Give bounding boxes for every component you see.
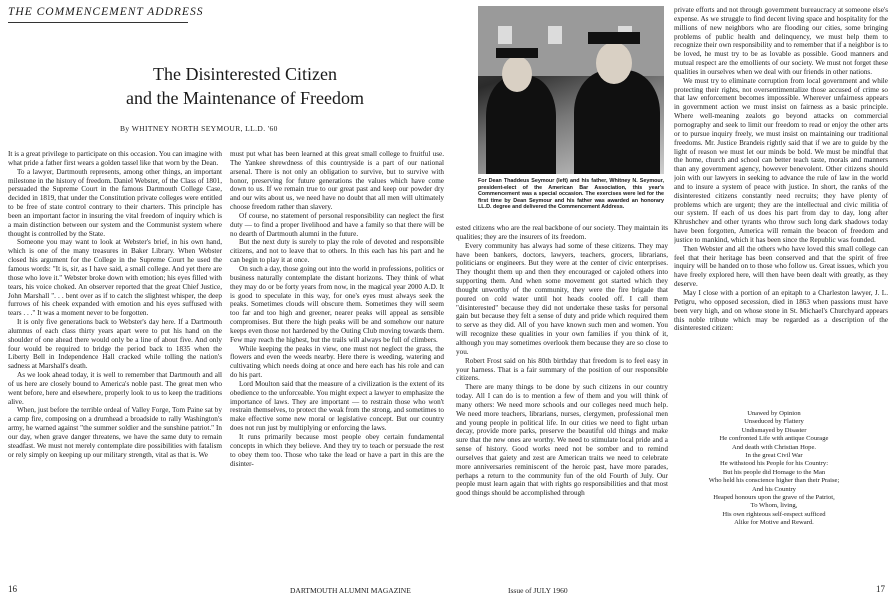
paragraph: We must try to eliminate corruption from local government and while protecting their rights, not oversentimentalize those accused of crime so that law enforcement becomes impossible. Wherever unfairness appears in government action we must insist on fairness as a basic principle. Where well-meaning zealots go beyond attacks on commercial pornography and seek to limit our freedom to read or enjoy the other arts or to pursue inquiry freely, we must insist on maintaining our traditional freedoms. Mr. Justice Brandeis rightly said that if we are to guide by the light of reason we must let our minds be bold. We must be mindful that the home, church and school can better teach taste, morals and manners than any government agency, however benevolent. Other citizens should join with our lawyers in seeking to advance the rule of law in the world and to insure a system of peace with justice. In short, the ranks of the disinterested citizens constantly need recruits; they have plenty of problems which are urgent; they are the intellectual and civic militia of our system. If each of us does his part from day to day, long after Khrushchev and other tyrants who throw such long dark shadows today have been forgotten, America will remain the beacon of freedom and justice to mankind, which it has been since the Republic was founded. [674, 76, 888, 244]
text-column-1 [8, 150, 222, 582]
paragraph: private efforts and not through government bureaucracy at someone else's expense. As we struggle to find decent living space and hospitality for the millions of new neighbors who are flooding our cities, some bringing problems of public health and delinquency, we must help them to recognize their own responsibility and to remember that if a neighbor is to be loved, he must try to be as lovable as possible. Good manners and mutual respect are the emollients of our society. We must not forget these qualities in ourselves when we deal with our friends in other nations. [674, 6, 888, 76]
paragraph: May I close with a portion of an epitaph to a Charleston lawyer, J. L. Petigru, who opposed secession, died in 1863 when passions must have been very high, and on whose stone in St. Michael's Churchyard appears this noble tribute which may be regarded as a description of the disinterested citizen: [674, 289, 888, 333]
header-rule [8, 22, 188, 23]
poem-line: To Whom, living, [750, 502, 798, 510]
commencement-photo [478, 6, 664, 174]
title-line-1: The Disinterested Citizen [153, 64, 337, 84]
photo-face-right [596, 42, 632, 84]
poem-line: He confronted Life with antique Courage [719, 435, 829, 443]
poem-line: His own righteous self-respect sufficed [722, 510, 826, 518]
poem-line: Alike for Motive and Reward. [734, 519, 814, 527]
paragraph: To a lawyer, Dartmouth represents, among other things, an important milestone in the history of freedom. Daniel Webster, of the Class of 1801, persuaded the Supreme Court in the famous Dartmouth College Case, decided in 1819, that under the Constitution private colleges were entitled to be free of state control contrary to their charters. This principle has been an important factor in insuring the vital freedom of inquiry which is a main distinction between our system and the Communist system where thought is controlled by the State. [8, 167, 222, 238]
paragraph: On such a day, those going out into the world in professions, politics or business naturally contemplate the distant horizons. They think of what they may do or be forty years from now, in the magical year 2000 A.D. It is good to speculate in this way, for one's eyes must always seek the peaks. Sometimes clouds will obscure them. Sometimes they will seem too far and too high and greener, nearer peaks will appeal as sensible compromises. But there the high peaks will be and somehow our nature keeps even those not hardened by the Outing Club moving towards them. Few may reach the highest, but the trails will always be full of climbers. [230, 264, 444, 344]
text-column-3 [456, 224, 668, 584]
photo-window [548, 26, 562, 44]
poem-line: He withstood his People for his Country: [719, 460, 829, 468]
paragraph: As we look ahead today, it is well to remember that Dartmouth and all of us here are closely bound to America's noble past. The great men who went before, here and elsewhere, properly look to us to keep the traditions alive. [8, 371, 222, 406]
paragraph: Someone you may want to look at Webster's brief, in his own hand, which is one of the many treasures in Baker Library. When Webster closed his argument for the College in the Supreme Court he used the famous words: "It is, sir, as I have said, a small college. And yet there are those who love it." Webster broke down with emotion; his eyes filled with tears, his voice choked. An observer reported that the great Chief Justice, John Marshall ". . . bent over as if to catch the slightest whisper, the deep furrows of his cheek expanded with emotion and his eyes suffused with tears . . ." It was a moment never to be forgotten. [8, 238, 222, 318]
poem-line: Unseduced by Flattery [744, 418, 804, 426]
paragraph: There are many things to be done by such citizens in our country today. All I can do is to mention a few of them and you will think of many others: We need more schools and our colleges need much help. We need more teachers, librarians, nurses, clergymen, professional men and young people in political life. In our cities we need to fight urban decay, provide more parks, preserve the beautiful old things and make sure that the new ones are worthy. We need to stimulate local pride and a sense of history. Good works need not be somber and to remind ourselves that gaiety and zest are American traits we need to celebrate more anniversaries reminiscent of the heroic past, have more parades, perhaps a return to the community fun of the old Fourth of July. Our people must learn again that with rights go responsibilities and that most good things should be accomplished through [456, 383, 668, 498]
paragraph: But the next duty is surely to play the role of devoted and responsible citizens, and not to leave that to others. In this each has his part and he can begin to play it at once. [230, 238, 444, 265]
photo-cap-right [588, 32, 640, 44]
paragraph: While keeping the peaks in view, one must not neglect the grass, the flowers and even the weeds nearby. Here there is weeding, watering and cultivating which needs doing at once and here each has his role and can do his part. [230, 344, 444, 380]
paragraph: It is only five generations back to Webster's day here. If a Dartmouth alumnus of each class thirty years apart were to put his hand on the shoulder of one ahead there would only be a line of about five. And only four would be required to bridge the period back to 1835 when the Liberty Bell in Independence Hall cracked while tolling the nation's sadness at Marshall's death. [8, 318, 222, 371]
poem-line: Who held his conscience higher than their Praise; [708, 477, 840, 485]
paragraph: Robert Frost said on his 80th birthday that freedom is to feel easy in your harness. That is a fair summary of the position of our responsible citizens. [456, 356, 668, 383]
magazine-name: DARTMOUTH ALUMNI MAGAZINE [290, 586, 411, 595]
right-page [448, 0, 896, 600]
paragraph: Lord Moulton said that the measure of a civilization is the extent of its obedience to the unforceable. You might expect a lawyer to emphasize the importance of laws. They are important — to restrain those who won't restrain themselves, to protect the weak from the strong, and sometimes to make effective some new moral or legislative concept. But our country does not run just by multiplying or enforcing the laws. [230, 379, 444, 433]
title-line-2: and the Maintenance of Freedom [126, 88, 364, 108]
poem-line: Heaped honours upon the grave of the Patriot, [713, 494, 835, 502]
photo-cap-left [496, 48, 538, 58]
epitaph-poem [684, 410, 864, 528]
issue-date: Issue of JULY 1960 [508, 586, 568, 595]
photo-window [498, 26, 512, 44]
text-column-2 [230, 150, 444, 582]
section-header: THE COMMENCEMENT ADDRESS [8, 6, 204, 18]
paragraph: ested citizens who are the real backbone of our society. They maintain its qualities; they are the insurers of its freedom. [456, 224, 668, 241]
photo-face-left [502, 56, 532, 92]
right-page-number: 17 [876, 584, 885, 594]
poem-line: And his Country [752, 485, 796, 493]
paragraph: must put what has been learned at this great small college to fruitful use. The Yankee shrewdness of this countryside is a part of our national arsenal. There is not only an obligation to survive, but to survive with honor, preserving for future generations the values which have come down to us. If we remain true to our great past and keep our powder dry and our wits about us, we need have no doubt that all men will ultimately choose freedom rather than slavery. [230, 150, 444, 212]
poem-line: In the great Civil War [745, 452, 803, 460]
left-page-number: 16 [8, 584, 17, 594]
poem-line: But his people did Homage to the Man [722, 468, 826, 476]
byline: By WHITNEY NORTH SEYMOUR, LL.D. '60 [120, 124, 278, 133]
poem-line: Undismayed by Disaster [741, 426, 807, 434]
paragraph: It is a great privilege to participate on this occasion. You can imagine with what pride a father first wears a golden tassel like that worn by the Dean. [8, 150, 222, 167]
text-column-4 [674, 6, 888, 408]
article-title [80, 62, 410, 110]
photo-caption: For Dean Thaddeus Seymour (left) and his father, Whitney N. Seymour, president-elect of the American Bar Association, this year's Commencement was a special occasion. The exercises were led for the first time by Dean Seymour and his father was awarded an honorary LL.D. degree and delivered the Commencement Address. [478, 178, 664, 211]
poem-line: Unawed by Opinion [747, 410, 801, 417]
poem-line: And death with Christian Hope. [731, 443, 817, 451]
paragraph: Of course, no statement of personal responsibility can neglect the first duty — to find a proper livelihood and have a family so that there will be no dearth of Dartmouth alumni in the future. [230, 211, 444, 238]
paragraph: Then Webster and all the others who have loved this small college can feel that their heritage has been conserved and that the spirit of free inquiry will be handed on to those who follow us. Great issues, which you have freely explored here, will then have been dealt with greatly, as they deserve. [674, 244, 888, 289]
photo-figure-right [574, 70, 660, 174]
paragraph: When, just before the terrible ordeal of Valley Forge, Tom Paine sat by a camp fire, composing on a drumhead a broadside to rally Washington's army, he warned against "the summer soldier and the sunshine patriot." In our day, when grave danger threatens, we have the same duty to remain steadfast. We must not merely contemplate dire possibilities with fatalism or rely simply on keeping up our military strength, vital as that is. We [8, 406, 222, 459]
paragraph: It runs primarily because most people obey certain fundamental concepts in which they believe. And they try to teach or persuade the rest to obey them too. Those who take the lead or have a part in this are the disinter- [230, 433, 444, 468]
paragraph: Every community has always had some of these citizens. They may have been bankers, doctors, lawyers, teachers, grocers, librarians, politicians or engineers. But they were at the center of civic enterprises. They thought them up and then they encouraged or cajoled others into supporting them. And when some movement got started which they thought unworthy of the community, they were the fire brigade that poured on cold water until hot heads cooled off. I call them "disinterested" because they did not undertake these tasks for personal gain but because they felt a sense of duty and pride which required them to serve as they did. All of you have known such men and women. You will recognize these qualities in your own families if you think of it, although you may sometimes overlook them because they are so close to you. [456, 241, 668, 356]
